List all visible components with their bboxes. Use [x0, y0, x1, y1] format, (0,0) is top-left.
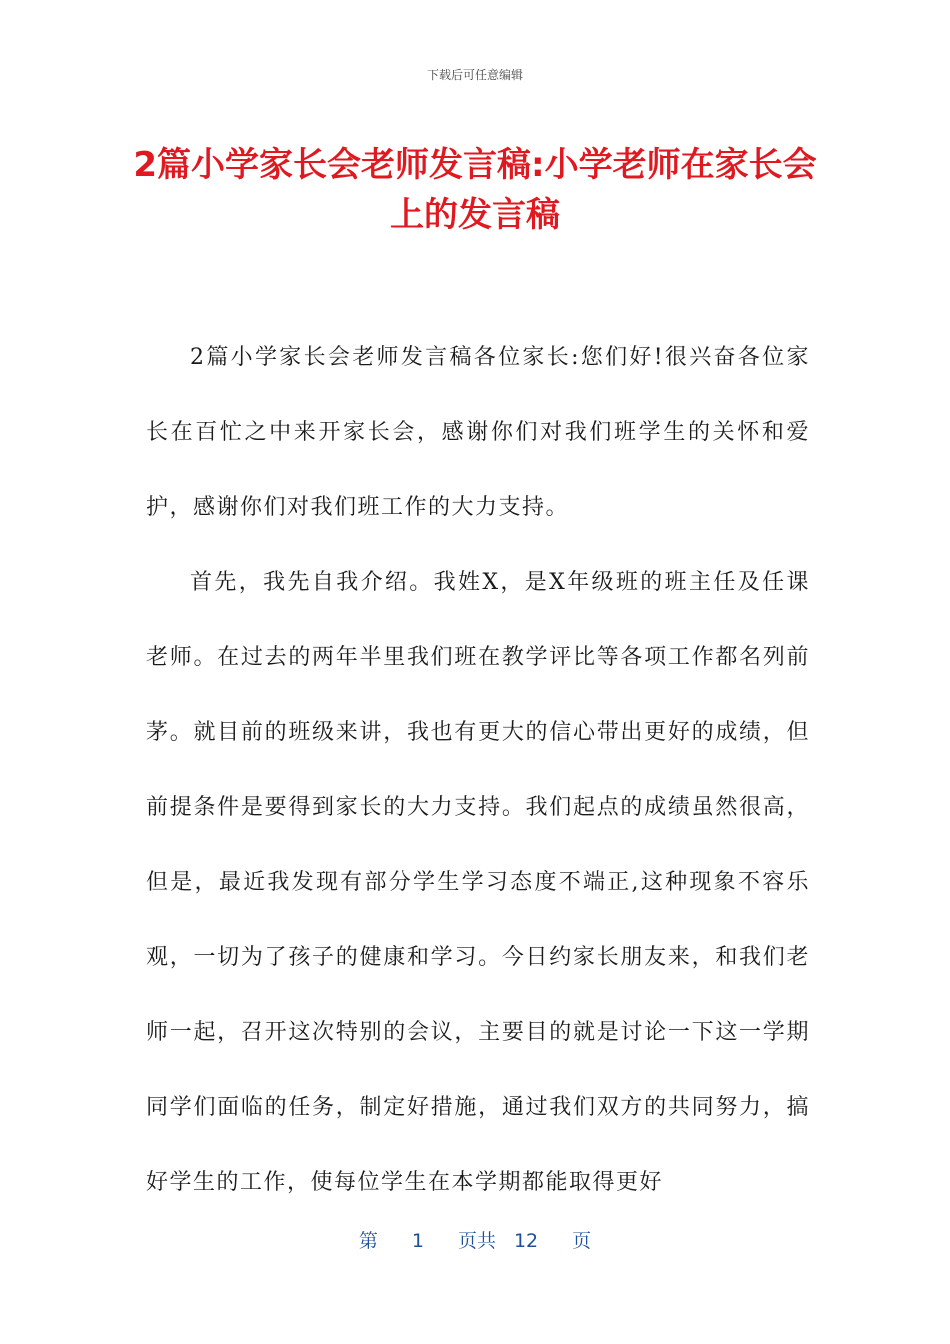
paragraph-1: 2篇小学家长会老师发言稿各位家长:您们好!很兴奋各位家长在百忙之中来开家长会，感谢你们对我们班学生的关怀和爱护，感谢你们对我们班工作的大力支持。 — [146, 345, 810, 520]
total-pages-number: 12 — [513, 1230, 539, 1252]
page-prefix: 第 — [358, 1230, 378, 1252]
page-footer — [0, 1226, 950, 1253]
header-note: 下载后可任意编辑 — [426, 68, 523, 82]
current-page-number: 1 — [411, 1230, 424, 1252]
paragraph-2: 首先，我先自我介绍。我姓X，是X年级班的班主任及任课老师。在过去的两年半里我们班在教学评比等各项工作都名列前茅。就目前的班级来讲，我也有更大的信心带出更好的成绩，但前提条件是要得到家长的大力支持。我们起点的成绩虽然很高，但是，最近我发现有部分学生学习态度不端正,这种现象不容乐观，一切为了孩子的健康和学习。今日约家长朋友来，和我们老师一起，召开这次特别的会议，主要目的就是讨论一下这一学期同学们面临的任务，制定好措施，通过我们双方的共同努力，搞好学生的工作，使每位学生在本学期都能取得更好 — [146, 570, 810, 1195]
document-body — [146, 320, 810, 1220]
page-suffix: 页 — [572, 1230, 592, 1252]
page-middle-label: 页共 — [457, 1230, 496, 1252]
document-title: 2篇小学家长会老师发言稿:小学老师在家长会上的发言稿 — [133, 145, 817, 235]
